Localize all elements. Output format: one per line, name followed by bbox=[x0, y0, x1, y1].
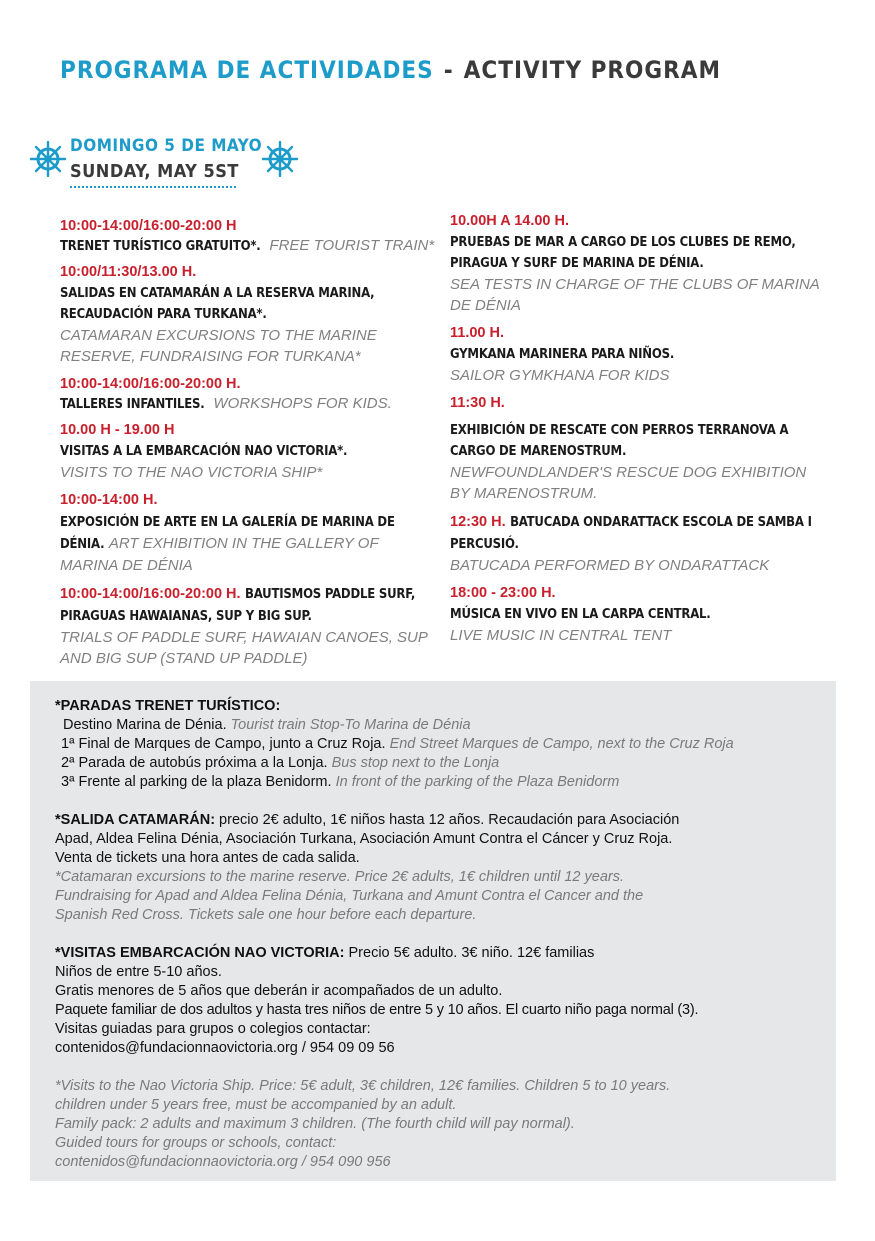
nao-text-en: *Visits to the Nao Victoria Ship. Price: 5€ adult, 3€ children, 12€ families. Children 5 to 10 years. bbox=[55, 1078, 671, 1094]
info-panel bbox=[30, 681, 836, 1181]
event-desc-es: MÚSICA EN VIVO EN LA CARPA CENTRAL. bbox=[450, 607, 711, 622]
event-desc-en: LIVE MUSIC IN CENTRAL TENT bbox=[450, 627, 672, 644]
ship-wheel-icon bbox=[262, 141, 298, 177]
event-desc-en: TRIALS OF PADDLE SURF, HAWAIAN CANOES, SUP AND BIG SUP (STAND UP PADDLE) bbox=[60, 629, 428, 667]
catamaran-text: precio 2€ adulto, 1€ niños hasta 12 años. Recaudación para Asociación bbox=[215, 812, 680, 828]
event-time: 10.00H A 14.00 H. bbox=[450, 213, 570, 229]
catamaran-text-en: *Catamaran excursions to the marine reserve. Price 2€ adults, 1€ children until 12 years. bbox=[55, 869, 625, 885]
stop-es: 3ª Frente al parking de la plaza Benidorm. bbox=[61, 774, 332, 790]
nao-text-en: Family pack: 2 adults and maximum 3 children. (The fourth child will pay normal). bbox=[55, 1116, 575, 1132]
event-time: 10:00-14:00/16:00-20:00 H. bbox=[60, 586, 241, 602]
date-divider bbox=[70, 186, 236, 188]
event-desc-en: CATAMARAN EXCURSIONS TO THE MARINE RESERVE, FUNDRAISING FOR TURKANA* bbox=[60, 327, 377, 365]
left-events bbox=[60, 216, 435, 676]
event-desc-en: ART EXHIBITION IN THE GALLERY OF MARINA DE DÉNIA bbox=[60, 535, 379, 574]
event-desc-es: SALIDAS EN CATAMARÁN A LA RESERVA MARINA, RECAUDACIÓN PARA TURKANA*. bbox=[60, 286, 375, 322]
nao-text: Paquete familiar de dos adultos y hasta tres niños de entre 5 y 10 años. El cuarto niño paga normal (3). bbox=[55, 1002, 699, 1018]
event-item bbox=[450, 211, 825, 316]
stop-en: End Street Marques de Campo, next to the Cruz Roja bbox=[389, 736, 734, 752]
event-desc-es: VISITAS A LA EMBARCACIÓN NAO VICTORIA*. bbox=[60, 444, 348, 459]
nao-text-en: children under 5 years free, must be accompanied by an adult. bbox=[55, 1097, 457, 1113]
nao-label: *VISITAS EMBARCACIÓN NAO VICTORIA: bbox=[55, 945, 345, 961]
event-item bbox=[450, 511, 825, 576]
event-desc-en: SEA TESTS IN CHARGE OF THE CLUBS OF MARINA DE DÉNIA bbox=[450, 276, 820, 314]
event-desc-en: SAILOR GYMKHANA FOR KIDS bbox=[450, 367, 670, 384]
event-item bbox=[60, 420, 435, 483]
catamaran-text: Apad, Aldea Felina Dénia, Asociación Turkana, Asociación Amunt Contra el Cáncer y Cruz Roja. bbox=[55, 831, 673, 847]
event-time: 11.00 H. bbox=[450, 325, 505, 341]
event-desc-en: NEWFOUNDLANDER'S RESCUE DOG EXHIBITION BY MARENOSTRUM. bbox=[450, 464, 807, 502]
nao-line bbox=[55, 944, 825, 963]
event-item bbox=[60, 262, 435, 367]
page-title bbox=[60, 56, 721, 84]
stop-en: Bus stop next to the Lonja bbox=[331, 755, 500, 771]
event-desc-es: BAUTISMOS PADDLE SURF, PIRAGUAS HAWAIANAS, SUP Y BIG SUP. bbox=[60, 587, 416, 624]
stop-item bbox=[55, 754, 825, 773]
stop-item bbox=[55, 773, 825, 792]
event-time: 10:00-14:00 H. bbox=[60, 492, 158, 508]
catamaran-label: *SALIDA CATAMARÁN: bbox=[55, 812, 216, 828]
event-desc-es: EXPOSICIÓN DE ARTE EN LA GALERÍA DE MARINA DE DÉNIA. bbox=[60, 515, 395, 552]
event-item bbox=[60, 583, 435, 669]
event-desc-es: TALLERES INFANTILES. bbox=[60, 397, 205, 412]
event-time: 10:00-14:00/16:00-20:00 H. bbox=[60, 376, 241, 392]
ship-wheel-icon bbox=[30, 141, 66, 177]
event-desc-es: BATUCADA ONDARATTACK ESCOLA DE SAMBA I PERCUSIÓ. bbox=[450, 515, 812, 552]
nao-text: Gratis menores de 5 años que deberán ir acompañados de un adulto. bbox=[55, 983, 503, 999]
event-item bbox=[450, 393, 825, 504]
date-es: DOMINGO 5 DE MAYO bbox=[70, 136, 263, 156]
event-item bbox=[60, 216, 435, 255]
nao-text: Visitas guiadas para grupos o colegios contactar: bbox=[55, 1021, 371, 1037]
event-desc-es: EXHIBICIÓN DE RESCATE CON PERROS TERRANOVA A CARGO DE MARENOSTRUM. bbox=[450, 423, 789, 459]
date-header bbox=[30, 132, 298, 196]
title-separator: - bbox=[443, 56, 454, 84]
event-item bbox=[60, 374, 435, 413]
event-desc-es: PRUEBAS DE MAR A CARGO DE LOS CLUBES DE REMO, PIRAGUA Y SURF DE MARINA DE DÉNIA. bbox=[450, 235, 796, 271]
nao-contact-en: contenidos@fundacionnaovictoria.org / 954 090 956 bbox=[55, 1154, 391, 1170]
stop-en: In front of the parking of the Plaza Benidorm bbox=[335, 774, 620, 790]
title-en: ACTIVITY PROGRAM bbox=[463, 56, 721, 84]
event-item bbox=[450, 583, 825, 646]
stop-item bbox=[55, 716, 825, 735]
catamaran-text-en: Fundraising for Apad and Aldea Felina Dénia, Turkana and Amunt Contra el Cancer and the bbox=[55, 888, 644, 904]
stop-es: 1ª Final de Marques de Campo, junto a Cruz Roja. bbox=[61, 736, 386, 752]
stop-en: Tourist train Stop-To Marina de Dénia bbox=[230, 717, 471, 733]
event-item bbox=[60, 490, 435, 576]
nao-contact: contenidos@fundacionnaovictoria.org / 954 09 09 56 bbox=[55, 1040, 395, 1056]
event-time: 10:00-14:00/16:00-20:00 H bbox=[60, 218, 237, 234]
right-events bbox=[450, 211, 825, 653]
stop-es: Destino Marina de Dénia. bbox=[63, 717, 227, 733]
event-time: 12:30 H. bbox=[450, 514, 506, 530]
event-desc-es: TRENET TURÍSTICO GRATUITO*. bbox=[60, 239, 261, 254]
event-time: 10:00/11:30/13.00 H. bbox=[60, 264, 197, 280]
event-time: 11:30 H. bbox=[450, 395, 505, 411]
date-en: SUNDAY, MAY 5ST bbox=[70, 161, 239, 182]
stop-item bbox=[55, 735, 825, 754]
paradas-title: *PARADAS TRENET TURÍSTICO: bbox=[55, 698, 281, 714]
catamaran-text-en: Spanish Red Cross. Tickets sale one hour before each departure. bbox=[55, 907, 477, 923]
event-desc-en: FREE TOURIST TRAIN* bbox=[269, 237, 435, 254]
event-time: 10.00 H - 19.00 H bbox=[60, 422, 175, 438]
nao-text: Precio 5€ adulto. 3€ niño. 12€ familias bbox=[344, 945, 595, 961]
nao-text: Niños de entre 5-10 años. bbox=[55, 964, 222, 980]
event-item bbox=[450, 323, 825, 386]
stop-es: 2ª Parada de autobús próxima a la Lonja. bbox=[61, 755, 328, 771]
title-es: PROGRAMA DE ACTIVIDADES bbox=[60, 56, 434, 84]
event-desc-en: BATUCADA PERFORMED BY ONDARATTACK bbox=[450, 557, 770, 574]
event-desc-es: GYMKANA MARINERA PARA NIÑOS. bbox=[450, 347, 675, 362]
catamaran-line bbox=[55, 811, 825, 830]
nao-text-en: Guided tours for groups or schools, contact: bbox=[55, 1135, 337, 1151]
event-desc-en: WORKSHOPS FOR KIDS. bbox=[213, 395, 392, 412]
event-desc-en: VISITS TO THE NAO VICTORIA SHIP* bbox=[60, 464, 323, 481]
event-time: 18:00 - 23:00 H. bbox=[450, 585, 556, 601]
catamaran-text: Venta de tickets una hora antes de cada salida. bbox=[55, 850, 360, 866]
